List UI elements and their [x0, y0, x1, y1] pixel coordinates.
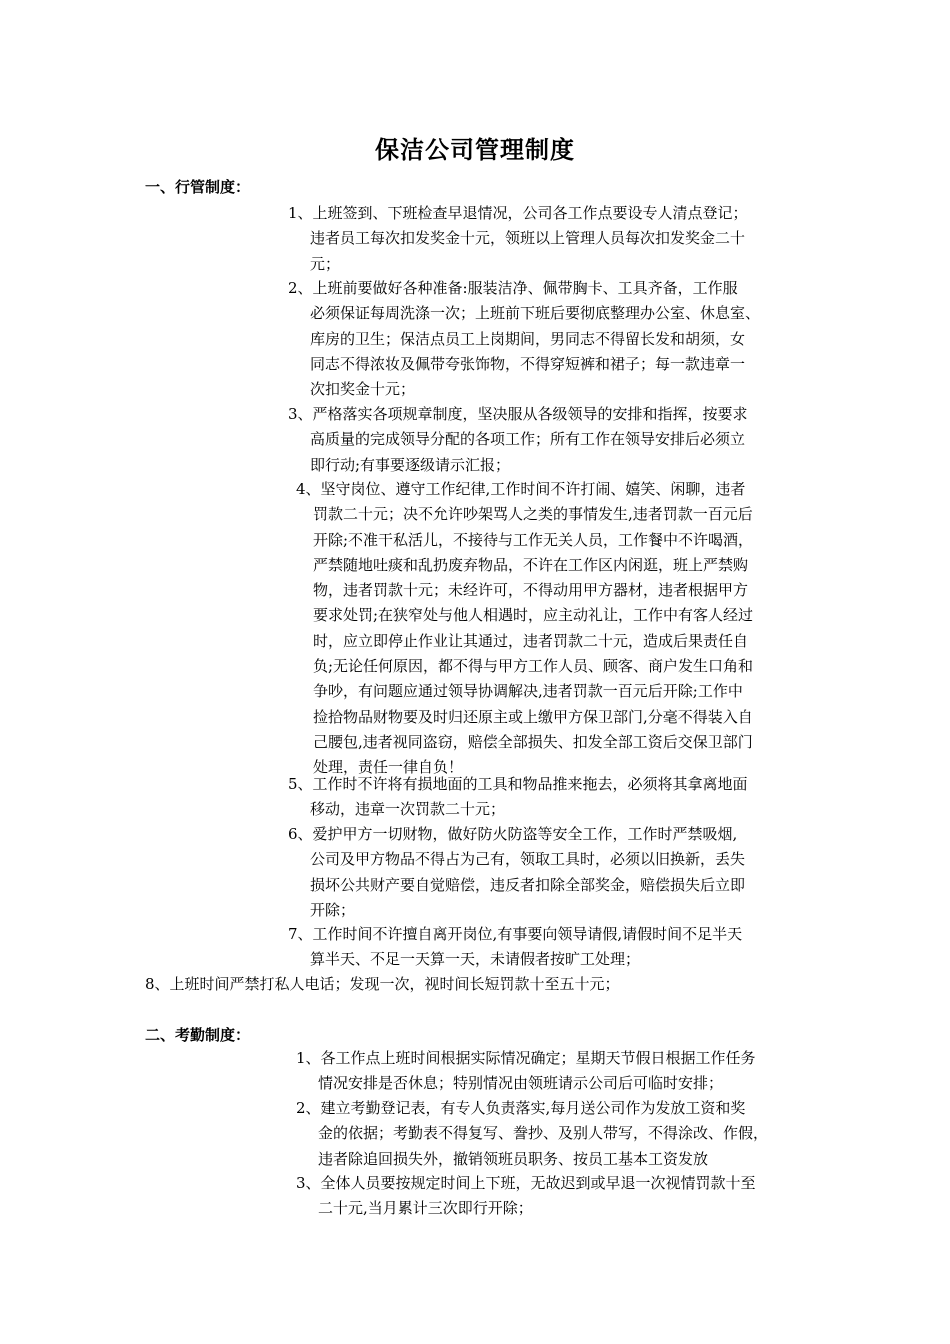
item-number: 5、 [288, 775, 313, 793]
item-text: 己腰包,违者视同盗窃，赔偿全部损失、扣发全部工资后交保卫部门 [313, 732, 753, 751]
item-text: 金的依据；考勤表不得复写、誊抄、及别人带写，不得涂改、作假， [318, 1124, 769, 1143]
list-item [288, 201, 748, 277]
item-text: 罚款二十元；决不允许吵架骂人之类的事情发生,违者罚款一百元后 [313, 505, 753, 524]
item-text: 捡拾物品财物要及时归还原主或上缴甲方保卫部门,分毫不得装入自 [313, 707, 753, 726]
item-text: 公司及甲方物品不得占为己有，领取工具时，必须以旧换新，丢失 [310, 850, 746, 869]
item-text: 各工作点上班时间根据实际情况确定；星期天节假日根据工作任务 [320, 1049, 756, 1067]
document-title: 保洁公司管理制度 [375, 135, 575, 164]
item-text: 上班签到、下班检查早退情况，公司各工作点要设专人清点登记； [312, 204, 748, 222]
item-number: 2、 [288, 279, 313, 297]
list-item [288, 276, 760, 402]
item-text: 违者除追回损失外，撤销领班员职务、按员工基本工资发放 [318, 1149, 709, 1168]
list-item [296, 1171, 756, 1222]
item-text: 开除； [310, 900, 356, 919]
item-text: 移动，违章一次罚款二十元； [310, 800, 506, 819]
item-text: 算半天、不足一天算一天，未请假者按旷工处理； [310, 950, 641, 969]
list-item [288, 402, 748, 478]
item-number: 1、 [296, 1049, 321, 1067]
item-text: 即行动;有事要逐级请示汇报； [310, 455, 511, 474]
list-item [288, 922, 742, 973]
item-text: 高质量的完成领导分配的各项工作；所有工作在领导安排后必须立 [310, 430, 746, 449]
list-item [296, 1046, 756, 1097]
item-text: 负;无论任何原因，都不得与甲方工作人员、顾客、商户发生口角和 [313, 657, 754, 676]
list-item [296, 477, 753, 781]
item-text: 元； [310, 254, 341, 273]
item-text: 坚守岗位、遵守工作纪律,工作时间不许打闹、嬉笑、闲聊，违者 [320, 480, 746, 498]
list-item [288, 772, 748, 823]
list-item [288, 822, 745, 923]
list-item [145, 972, 620, 997]
section-heading-admin: 一、行管制度： [145, 178, 251, 196]
item-number: 7、 [288, 925, 313, 943]
item-text: 情况安排是否休息；特别情况由领班请示公司后可临时安排； [318, 1074, 724, 1093]
item-text: 爱护甲方一切财物，做好防火防盗等安全工作，工作时严禁吸烟, [312, 825, 738, 843]
item-text: 严禁随地吐痰和乱扔废弃物品，不许在工作区内闲逛，班上严禁购 [313, 555, 749, 574]
item-text: 次扣奖金十元； [310, 380, 416, 399]
item-text: 时，应立即停止作业让其通过，违者罚款二十元，造成后果责任自 [313, 631, 749, 650]
item-text: 上班时间严禁打私人电话；发现一次，视时间长短罚款十至五十元； [169, 975, 620, 993]
item-text: 上班前要做好各种准备:服装洁净、佩带胸卡、工具齐备，工作服 [312, 279, 738, 297]
item-number: 3、 [288, 405, 313, 423]
item-number: 6、 [288, 825, 313, 843]
list-item [296, 1096, 768, 1172]
item-number: 2、 [296, 1099, 321, 1117]
item-text: 要求处罚;在狭窄处与他人相遇时，应主动礼让，工作中有客人经过 [313, 606, 754, 625]
item-text: 严格落实各项规章制度，坚决服从各级领导的安排和指挥，按要求 [312, 405, 748, 423]
item-text: 全体人员要按规定时间上下班，无故迟到或早退一次视情罚款十至 [320, 1174, 756, 1192]
item-number: 1、 [288, 204, 313, 222]
item-number: 3、 [296, 1174, 321, 1192]
item-text: 工作时不许将有损地面的工具和物品推来拖去，必须将其拿离地面 [312, 775, 748, 793]
item-text: 库房的卫生；保洁点员工上岗期间，男同志不得留长发和胡须，女 [310, 329, 746, 348]
section-heading-attendance: 二、考勤制度： [145, 1026, 251, 1044]
item-text: 工作时间不许擅自离开岗位,有事要向领导请假,请假时间不足半天 [312, 925, 743, 943]
item-number: 8、 [145, 975, 170, 993]
item-number: 4、 [296, 480, 321, 498]
item-text: 二十元,当月累计三次即行开除； [318, 1199, 533, 1218]
item-text: 必须保证每周洗涤一次；上班前下班后要彻底整理办公室、休息室、 [310, 304, 761, 323]
item-text: 同志不得浓妆及佩带夸张饰物，不得穿短裤和裙子；每一款违章一 [310, 354, 746, 373]
item-text: 建立考勤登记表，有专人负责落实,每月送公司作为发放工资和奖 [320, 1099, 746, 1117]
item-text: 损坏公共财产要自觉赔偿，违反者扣除全部奖金，赔偿损失后立即 [310, 875, 746, 894]
item-text: 处理，责任一律自负！ [313, 758, 464, 777]
item-text: 物，违者罚款十元；未经许可，不得动用甲方器材，违者根据甲方 [313, 581, 749, 600]
item-text: 违者员工每次扣发奖金十元，领班以上管理人员每次扣发奖金二十 [310, 229, 746, 248]
item-text: 争吵，有问题应通过领导协调解决,违者罚款一百元后开除;工作中 [313, 682, 743, 701]
item-text: 开除;不准干私活儿，不接待与工作无关人员，工作餐中不许喝酒， [313, 530, 754, 549]
